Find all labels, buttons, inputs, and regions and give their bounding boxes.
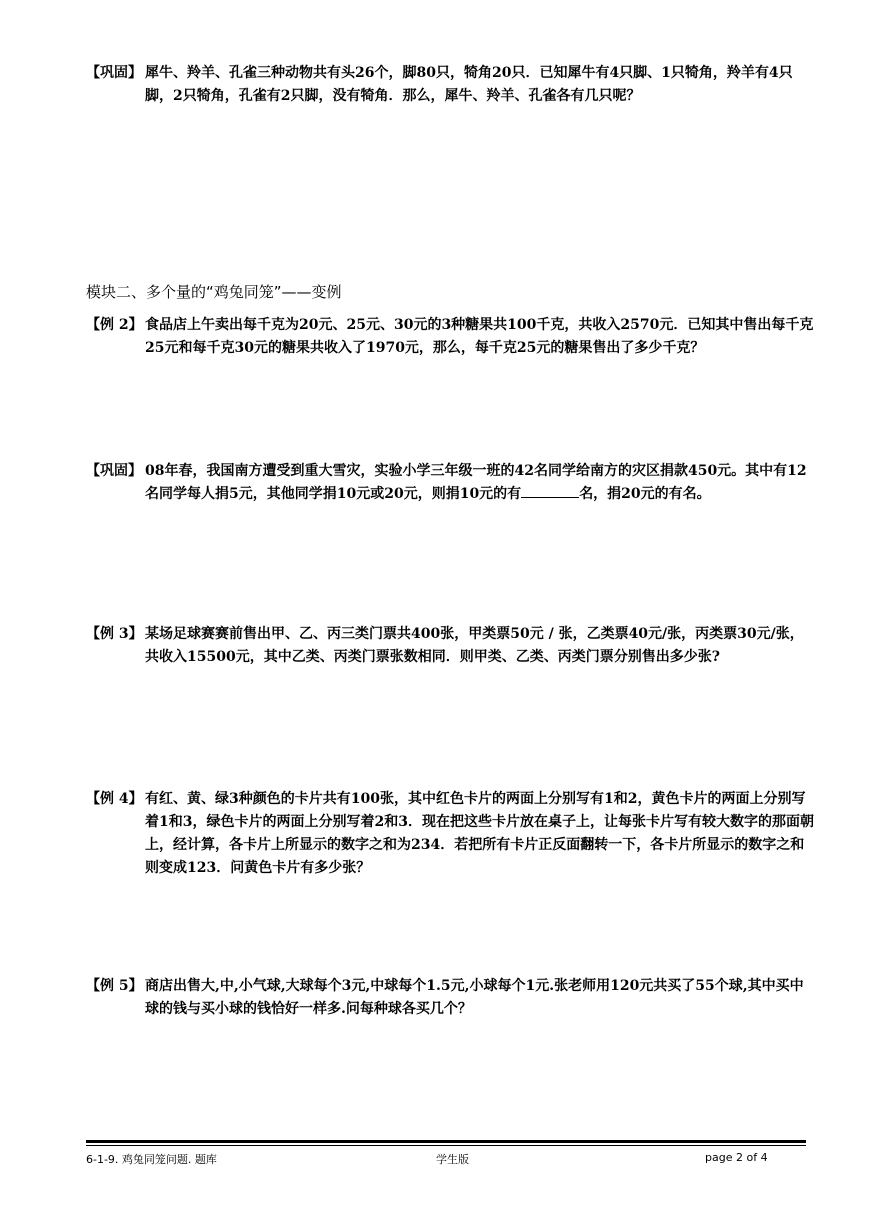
example-problem-5: [86, 975, 816, 1021]
problem-text-part2: 名，捐20元的有: [579, 486, 683, 502]
example-problem-3: [86, 623, 816, 669]
problem-tag: 【例 4】: [86, 791, 143, 807]
footer-left: 6-1-9. 鸡兔同笼问题. 题库: [86, 1153, 217, 1166]
problem-text: 商店出售大,中,小气球,大球每个3元,中球每个1.5元,小球每个1元.张老师用120元共买了55个球,其中买中球的钱与买小球的钱恰好一样多.问每种球各买几个？: [145, 978, 804, 1017]
problem-text-part3: 名。: [682, 486, 711, 502]
problem-text: [145, 460, 816, 506]
consolidation-problem-2: [86, 460, 816, 506]
footer-page-number: page 2 of 4: [705, 1151, 768, 1164]
problem-text: 食品店上午卖出每千克为20元、25元、30元的3种糖果共100千克，共收入2570元．已知其中售出每千克25元和每千克30元的糖果共收入了1970元，那么，每千克25元的糖果售出了多少千克？: [145, 317, 814, 356]
consolidation-problem-1: [86, 62, 816, 108]
problem-tag: 【例 5】: [86, 978, 143, 994]
problem-text: 有红、黄、绿3种颜色的卡片共有100张，其中红色卡片的两面上分别写有1和2，黄色卡片的两面上分别写着1和3，绿色卡片的两面上分别写着2和3．现在把这些卡片放在桌子上，让每张卡片写有较大数字的那面朝上，经计算，各卡片上所显示的数字之和为234．若把所有卡片正反面翻转一下，各卡片所显示的数字之和则变成123．问黄色卡片有多少张？: [145, 791, 814, 876]
example-problem-2: [86, 314, 816, 360]
footer-divider-thin: [86, 1145, 806, 1146]
example-problem-4: [86, 788, 816, 880]
problem-tag: 【巩固】: [86, 463, 142, 479]
problem-text: 某场足球赛赛前售出甲、乙、丙三类门票共400张，甲类票50元 / 张，乙类票40元/张，丙类票30元/张，共收入15500元，其中乙类、丙类门票张数相同．则甲类、乙类、丙类门票分别售出多少张?: [145, 626, 804, 665]
problem-text: 犀牛、羚羊、孔雀三种动物共有头26个，脚80只，犄角20只．已知犀牛有4只脚、1只犄角，羚羊有4只脚，2只犄角，孔雀有2只脚，没有犄角．那么，犀牛、羚羊、孔雀各有几只呢？: [145, 65, 793, 104]
problem-tag: 【例 3】: [86, 626, 143, 642]
footer-center: 学生版: [436, 1153, 469, 1166]
section-title: 模块二、多个量的“鸡兔同笼”——变例: [86, 283, 342, 301]
problem-tag: 【巩固】: [86, 65, 142, 81]
problem-tag: 【例 2】: [86, 317, 143, 333]
problem-text-part1: 08年春，我国南方遭受到重大雪灾，实验小学三年级一班的42名同学给南方的灾区捐款450元。其中有12名同学每人捐5元，其他同学捐10元或20元，则捐10元的有: [145, 463, 807, 502]
answer-blank[interactable]: [521, 483, 579, 498]
footer-divider-thick: [86, 1140, 806, 1143]
